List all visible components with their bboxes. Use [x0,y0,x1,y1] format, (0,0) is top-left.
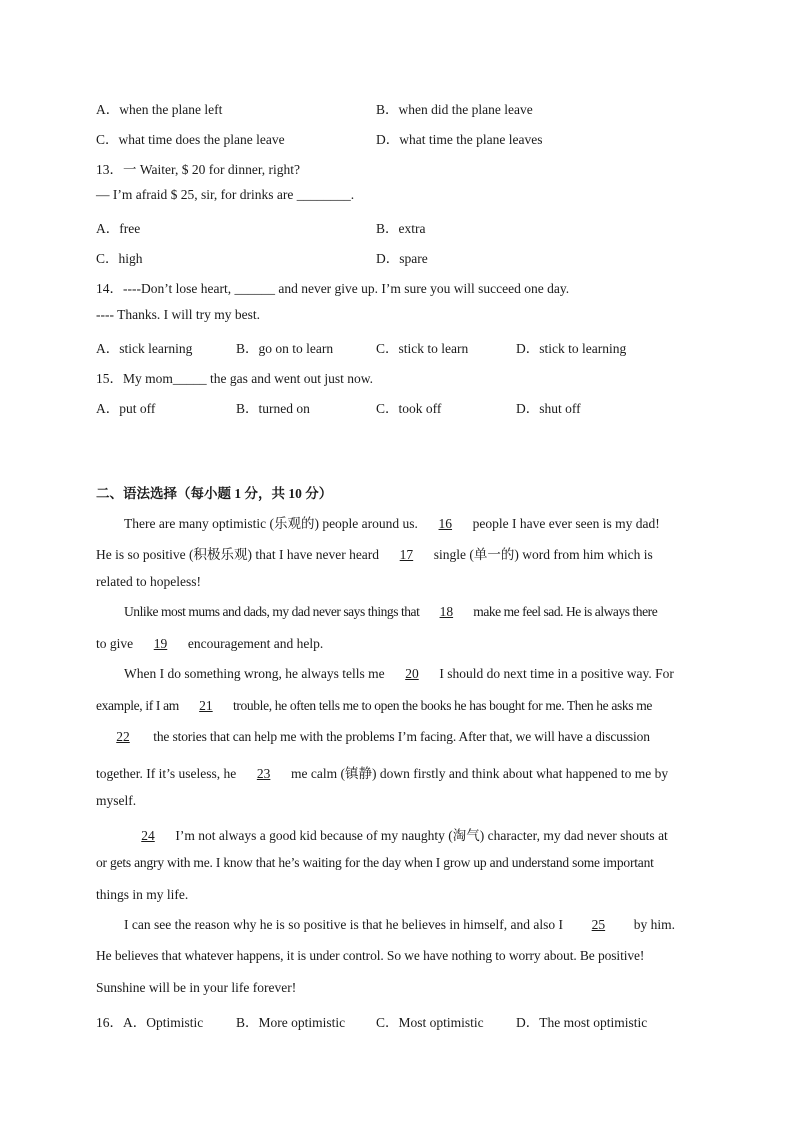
passage-line: 24 I’m not always a good kid because of my naughty (淘气) character, my dad never shouts at [96,824,704,844]
q14-option-a: A．stick learning [96,341,193,356]
q16-option-a: 16．A．Optimistic [96,1015,204,1030]
blank-25: 25 [591,917,606,932]
passage-line: to give 19 encouragement and help. [96,636,324,651]
blank-21: 21 [199,698,213,713]
blank-17: 17 [399,547,414,562]
q13-option-c: C．high [96,251,143,266]
passage-line: things in my life. [96,887,189,902]
blank-18: 18 [439,604,454,619]
q16-option-d: D．The most optimistic [516,1015,648,1030]
q12-option-b: B．when did the plane leave [376,102,533,117]
passage-line: myself. [96,793,137,808]
q14-response: ---- Thanks. I will try my best. [96,307,260,322]
q13-option-d: D．spare [376,251,428,266]
q14-option-d: D．stick to learning [516,341,627,356]
blank-16: 16 [438,516,453,531]
blank-19: 19 [153,636,168,651]
passage-line: or gets angry with me. I know that he’s waiting for the day when I grow up and understand some important [96,855,654,870]
passage-line: When I do something wrong, he always tells me 20 I should do next time in a positive way. For [124,666,674,681]
passage-line: Sunshine will be in your life forever! [96,980,297,995]
q16-option-c: C．Most optimistic [376,1015,484,1030]
passage-line: I can see the reason why he is so positive is that he believes in himself, and also I 25 by him. [124,917,676,932]
q12-option-d: D．what time the plane leaves [376,132,543,147]
q13-option-a: A．free [96,221,141,236]
section-heading: 二、语法选择（每小题 1 分，共 10 分） [96,486,333,501]
q12-option-c: C．what time does the plane leave [96,132,285,147]
q14-prompt: 14．----Don’t lose heart, ______ and never give up. I’m sure you will succeed one day. [96,281,570,296]
passage-line: There are many optimistic (乐观的) people around us. 16 people I have ever seen is my dad! [124,516,660,531]
q15-option-b: B．turned on [236,401,310,416]
q15-option-d: D．shut off [516,401,581,416]
passage-line: related to hopeless! [96,574,201,589]
blank-24: 24 [141,828,155,843]
blank-23: 23 [256,766,271,781]
blank-22: 22 [116,729,130,744]
q16-option-b: B．More optimistic [236,1015,346,1030]
passage-line: He believes that whatever happens, it is under control. So we have nothing to worry about. Be positive! [96,948,645,963]
passage-line: example, if I am 21 trouble, he often tells me to open the books he has bought for me. Then he asks me [96,698,653,713]
q13-option-b: B．extra [376,221,426,236]
q15-option-c: C．took off [376,401,442,416]
q15-option-a: A．put off [96,401,156,416]
blank-20: 20 [405,666,419,681]
passage-line: together. If it’s useless, he 23 me calm (镇静) down firstly and think about what happened to me by [96,766,669,781]
passage-line: 22 the stories that can help me with the problems I’m facing. After that, we will have a discussion [96,729,704,745]
passage-line: Unlike most mums and dads, my dad never says things that 18 make me feel sad. He is always there [124,604,658,619]
q14-option-c: C．stick to learn [376,341,469,356]
q12-option-a: A．when the plane left [96,102,223,117]
passage-line: He is so positive (积极乐观) that I have never heard 17 single (单一的) word from him which is [96,547,653,562]
q15-prompt: 15．My mom_____ the gas and went out just now. [96,371,373,386]
q14-option-b: B．go on to learn [236,341,334,356]
q13-prompt: 13．一 Waiter, $ 20 for dinner, right? [96,162,301,177]
q13-response: — I’m afraid $ 25, sir, for drinks are ________. [96,187,355,202]
